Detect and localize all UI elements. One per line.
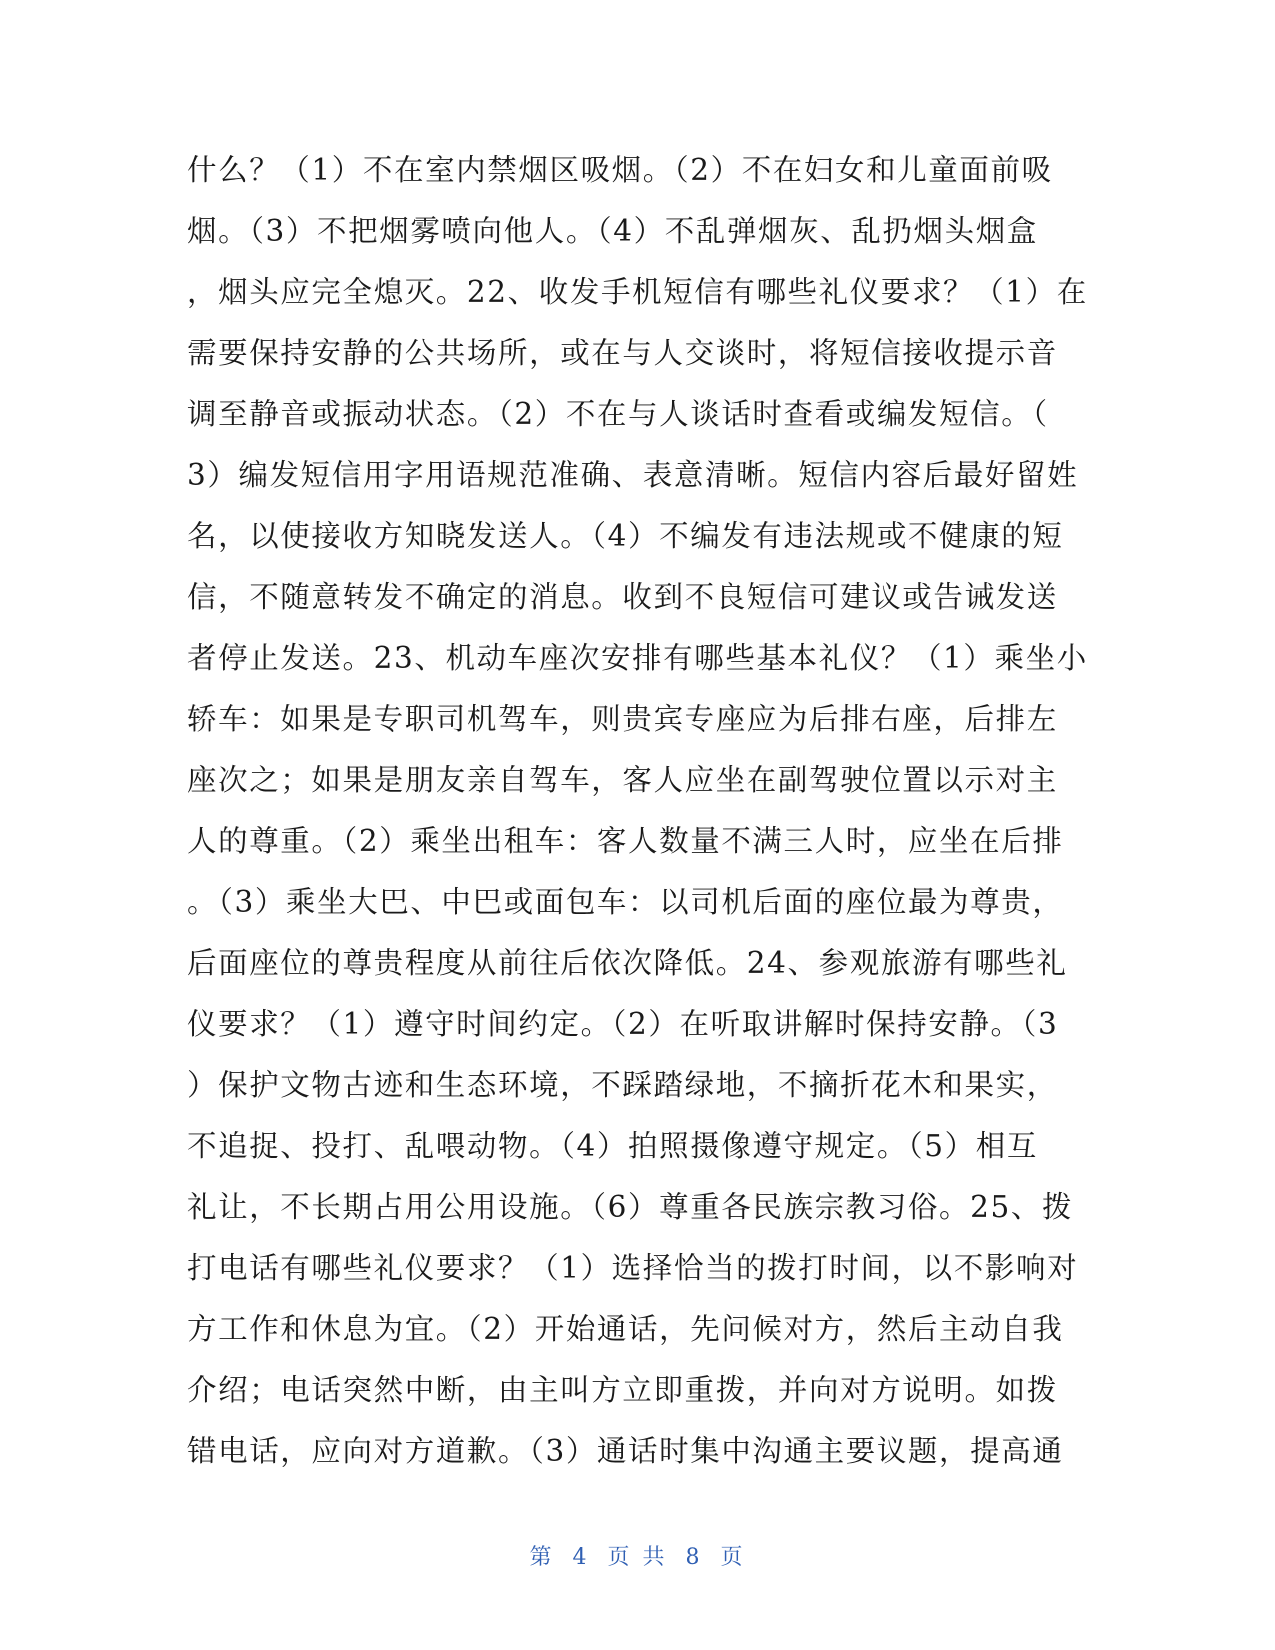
text-line: 后面座位的尊贵程度从前往后依次降低。24、参观旅游有哪些礼 <box>187 946 1068 980</box>
text-line: 调至静音或振动状态。（2）不在与人谈话时查看或编发短信。（ <box>187 397 1049 431</box>
text-line: ）保护文物古迹和生态环境，不踩踏绿地，不摘折花木和果实， <box>187 1068 1058 1102</box>
text-line: 方工作和休息为宜。（2）开始通话，先问候对方，然后主动自我 <box>187 1312 1064 1346</box>
footer-prefix: 第 <box>529 1545 555 1570</box>
text-line: 打电话有哪些礼仪要求？（1）选择恰当的拨打时间，以不影响对 <box>187 1251 1079 1285</box>
footer-middle: 页 共 <box>607 1545 668 1570</box>
text-line: 。（3）乘坐大巴、中巴或面包车：以司机后面的座位最为尊贵， <box>187 885 1064 919</box>
footer-total-pages: 8 <box>685 1545 703 1570</box>
body-text <box>187 145 1087 1487</box>
text-line: 需要保持安静的公共场所，或在与人交谈时，将短信接收提示音 <box>187 336 1058 370</box>
text-line: 错电话，应向对方道歉。（3）通话时集中沟通主要议题，提高通 <box>187 1434 1064 1468</box>
text-line: 人的尊重。（2）乘坐出租车：客人数量不满三人时，应坐在后排 <box>187 824 1064 858</box>
text-line: 信，不随意转发不确定的消息。收到不良短信可建议或告诫发送 <box>187 580 1058 614</box>
text-line: 不追捉、投打、乱喂动物。（4）拍照摄像遵守规定。（5）相互 <box>187 1129 1038 1163</box>
text-line: 仪要求？（1）遵守时间约定。（2）在听取讲解时保持安静。（3 <box>187 1007 1059 1041</box>
text-line: 烟。（3）不把烟雾喷向他人。（4）不乱弹烟灰、乱扔烟头烟盒 <box>187 214 1038 248</box>
text-line: 礼让，不长期占用公用设施。（6）尊重各民族宗教习俗。25、拨 <box>187 1190 1074 1224</box>
text-line: 座次之；如果是朋友亲自驾车，客人应坐在副驾驶位置以示对主 <box>187 763 1058 797</box>
footer-current-page: 4 <box>572 1545 590 1570</box>
text-line: 者停止发送。23、机动车座次安排有哪些基本礼仪？（1）乘坐小 <box>187 641 1088 675</box>
text-line: ，烟头应完全熄灭。22、收发手机短信有哪些礼仪要求？（1）在 <box>187 275 1088 309</box>
text-line: 什么？（1）不在室内禁烟区吸烟。（2）不在妇女和儿童面前吸 <box>187 153 1053 187</box>
text-line: 介绍；电话突然中断，由主叫方立即重拨，并向对方说明。如拨 <box>187 1373 1058 1407</box>
page-footer <box>0 1540 1275 1571</box>
text-line: 名，以使接收方知晓发送人。（4）不编发有违法规或不健康的短 <box>187 519 1064 553</box>
text-line: 3）编发短信用字用语规范准确、表意清晰。短信内容后最好留姓 <box>187 458 1079 492</box>
footer-suffix: 页 <box>720 1545 746 1570</box>
text-line: 轿车：如果是专职司机驾车，则贵宾专座应为后排右座，后排左 <box>187 702 1058 736</box>
